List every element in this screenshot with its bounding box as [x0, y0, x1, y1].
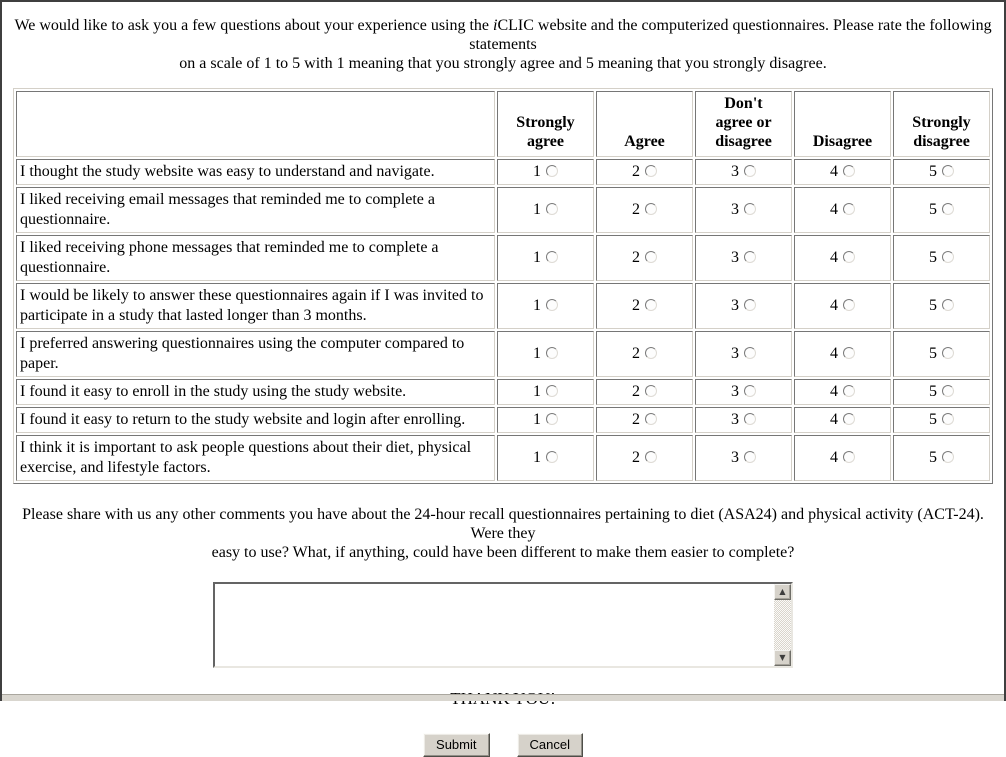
- cancel-button[interactable]: Cancel: [517, 733, 583, 757]
- intro-line2: on a scale of 1 to 5 with 1 meaning that you strongly agree and 5 meaning that you strongly disagree.: [179, 55, 827, 72]
- table-row: [16, 435, 990, 481]
- question-cell: I liked receiving phone messages that reminded me to complete a questionnaire.: [16, 235, 495, 281]
- radio-button[interactable]: [942, 413, 954, 425]
- radio-button[interactable]: [942, 451, 954, 463]
- scale-number: 1: [533, 345, 541, 362]
- rating-cell: [497, 407, 594, 433]
- radio-button[interactable]: [744, 165, 756, 177]
- radio-button[interactable]: [546, 203, 558, 215]
- rating-cell: [794, 407, 891, 433]
- scale-number: 2: [632, 163, 640, 180]
- radio-button[interactable]: [744, 203, 756, 215]
- rating-cell: [695, 331, 792, 377]
- radio-button[interactable]: [645, 299, 657, 311]
- window-bottom-edge: [2, 694, 1004, 701]
- scale-number: 2: [632, 249, 640, 266]
- table-row: [16, 187, 990, 233]
- radio-button[interactable]: [744, 347, 756, 359]
- table-row: [16, 283, 990, 329]
- rating-cell: [893, 187, 990, 233]
- intro-text: [12, 16, 994, 73]
- radio-button[interactable]: [843, 451, 855, 463]
- table-row: [16, 331, 990, 377]
- rating-cell: [497, 435, 594, 481]
- table-row: [16, 407, 990, 433]
- rating-cell: [893, 235, 990, 281]
- radio-button[interactable]: [744, 451, 756, 463]
- question-cell: I found it easy to enroll in the study using the study website.: [16, 379, 495, 405]
- scale-number: 5: [929, 249, 937, 266]
- rating-cell: [596, 407, 693, 433]
- scale-number: 5: [929, 297, 937, 314]
- scale-number: 1: [533, 201, 541, 218]
- rating-cell: [794, 331, 891, 377]
- scale-number: 5: [929, 201, 937, 218]
- scale-number: 3: [731, 163, 739, 180]
- question-cell: I preferred answering questionnaires using the computer compared to paper.: [16, 331, 495, 377]
- header-row: [16, 91, 990, 157]
- radio-button[interactable]: [744, 413, 756, 425]
- scale-number: 1: [533, 449, 541, 466]
- scale-number: 2: [632, 411, 640, 428]
- question-cell: I thought the study website was easy to understand and navigate.: [16, 159, 495, 185]
- scale-number: 3: [731, 249, 739, 266]
- radio-button[interactable]: [942, 203, 954, 215]
- column-header-strongly-disagree: Strongly disagree: [893, 91, 990, 157]
- scale-number: 4: [830, 249, 838, 266]
- rating-cell: [893, 283, 990, 329]
- comments-prompt-line1: Please share with us any other comments you have about the 24-hour recall questionnaires pertaining to diet (ASA24) and physical activity (ACT-24). Were they: [22, 506, 984, 542]
- scale-number: 2: [632, 449, 640, 466]
- scale-number: 4: [830, 345, 838, 362]
- question-cell: I would be likely to answer these questionnaires again if I was invited to participate in a study that lasted longer than 3 months.: [16, 283, 495, 329]
- question-cell: I found it easy to return to the study website and login after enrolling.: [16, 407, 495, 433]
- column-header-strongly-agree: Strongly agree: [497, 91, 594, 157]
- rating-cell: [497, 283, 594, 329]
- radio-button[interactable]: [645, 385, 657, 397]
- rating-cell: [794, 159, 891, 185]
- scale-number: 1: [533, 163, 541, 180]
- radio-button[interactable]: [843, 347, 855, 359]
- rating-table: [13, 88, 993, 484]
- intro-line1-post: CLIC website and the computerized questionnaires. Please rate the following statements: [469, 17, 992, 53]
- rating-cell: [695, 407, 792, 433]
- radio-button[interactable]: [645, 203, 657, 215]
- radio-button[interactable]: [645, 347, 657, 359]
- rating-cell: [695, 159, 792, 185]
- radio-button[interactable]: [546, 451, 558, 463]
- comments-textarea[interactable]: [215, 584, 774, 666]
- intro-line1-pre: We would like to ask you a few questions about your experience using the: [14, 17, 494, 34]
- scale-number: 5: [929, 163, 937, 180]
- scale-number: 5: [929, 345, 937, 362]
- rating-cell: [596, 331, 693, 377]
- scale-number: 3: [731, 449, 739, 466]
- radio-button[interactable]: [744, 385, 756, 397]
- rating-cell: [596, 159, 693, 185]
- comments-prompt-line2: easy to use? What, if anything, could have been different to make them easier to complete?: [211, 544, 795, 561]
- question-cell: I think it is important to ask people questions about their diet, physical exercise, and lifestyle factors.: [16, 435, 495, 481]
- scale-number: 4: [830, 411, 838, 428]
- rating-cell: [596, 379, 693, 405]
- rating-cell: [893, 435, 990, 481]
- empty-header-cell: [16, 91, 495, 157]
- rating-cell: [695, 435, 792, 481]
- rating-cell: [695, 379, 792, 405]
- rating-cell: [497, 187, 594, 233]
- table-row: [16, 159, 990, 185]
- radio-button[interactable]: [546, 413, 558, 425]
- radio-button[interactable]: [843, 203, 855, 215]
- rating-cell: [596, 187, 693, 233]
- rating-cell: [695, 187, 792, 233]
- scale-number: 4: [830, 163, 838, 180]
- rating-cell: [596, 435, 693, 481]
- table-row: [16, 379, 990, 405]
- scroll-up-icon[interactable]: ▲: [774, 584, 791, 600]
- radio-button[interactable]: [546, 347, 558, 359]
- scale-number: 4: [830, 449, 838, 466]
- radio-button[interactable]: [645, 451, 657, 463]
- rating-cell: [596, 235, 693, 281]
- radio-button[interactable]: [843, 299, 855, 311]
- column-header-dont-agree-or-disagree: Don't agree or disagree: [695, 91, 792, 157]
- scale-number: 3: [731, 297, 739, 314]
- rating-cell: [497, 331, 594, 377]
- scale-number: 4: [830, 201, 838, 218]
- textarea-scrollbar[interactable]: [774, 584, 791, 666]
- table-row: [16, 235, 990, 281]
- scale-number: 2: [632, 201, 640, 218]
- scale-number: 3: [731, 383, 739, 400]
- rating-cell: [893, 407, 990, 433]
- scale-number: 1: [533, 297, 541, 314]
- radio-button[interactable]: [546, 251, 558, 263]
- rating-cell: [794, 379, 891, 405]
- rating-cell: [794, 235, 891, 281]
- scroll-down-icon[interactable]: ▼: [774, 650, 791, 666]
- scale-number: 3: [731, 345, 739, 362]
- radio-button[interactable]: [744, 251, 756, 263]
- radio-button[interactable]: [843, 165, 855, 177]
- scale-number: 4: [830, 297, 838, 314]
- scale-number: 3: [731, 201, 739, 218]
- scale-number: 2: [632, 383, 640, 400]
- rating-cell: [695, 235, 792, 281]
- radio-button[interactable]: [546, 165, 558, 177]
- scale-number: 3: [731, 411, 739, 428]
- radio-button[interactable]: [744, 299, 756, 311]
- rating-cell: [893, 331, 990, 377]
- radio-button[interactable]: [942, 299, 954, 311]
- rating-cell: [893, 379, 990, 405]
- scale-number: 5: [929, 383, 937, 400]
- rating-cell: [695, 283, 792, 329]
- scale-number: 2: [632, 345, 640, 362]
- radio-button[interactable]: [942, 347, 954, 359]
- scale-number: 1: [533, 249, 541, 266]
- rating-cell: [794, 187, 891, 233]
- radio-button[interactable]: [645, 165, 657, 177]
- question-cell: I liked receiving email messages that reminded me to complete a questionnaire.: [16, 187, 495, 233]
- radio-button[interactable]: [942, 251, 954, 263]
- comments-box: [213, 582, 793, 668]
- scale-number: 5: [929, 449, 937, 466]
- rating-cell: [497, 159, 594, 185]
- radio-button[interactable]: [942, 385, 954, 397]
- radio-button[interactable]: [843, 385, 855, 397]
- radio-button[interactable]: [546, 385, 558, 397]
- column-header-disagree: Disagree: [794, 91, 891, 157]
- rating-cell: [893, 159, 990, 185]
- scale-number: 5: [929, 411, 937, 428]
- intro-iclic-italic-i: i: [493, 17, 498, 34]
- radio-button[interactable]: [942, 165, 954, 177]
- button-row: [2, 733, 1004, 757]
- radio-button[interactable]: [843, 251, 855, 263]
- submit-button[interactable]: Submit: [423, 733, 489, 757]
- rating-cell: [497, 235, 594, 281]
- scale-number: 1: [533, 383, 541, 400]
- radio-button[interactable]: [843, 413, 855, 425]
- scale-number: 1: [533, 411, 541, 428]
- radio-button[interactable]: [645, 251, 657, 263]
- radio-button[interactable]: [645, 413, 657, 425]
- rating-cell: [794, 283, 891, 329]
- rating-cell: [794, 435, 891, 481]
- comments-prompt: [12, 505, 994, 562]
- column-header-agree: Agree: [596, 91, 693, 157]
- scale-number: 2: [632, 297, 640, 314]
- radio-button[interactable]: [546, 299, 558, 311]
- rating-cell: [596, 283, 693, 329]
- rating-cell: [497, 379, 594, 405]
- scale-number: 4: [830, 383, 838, 400]
